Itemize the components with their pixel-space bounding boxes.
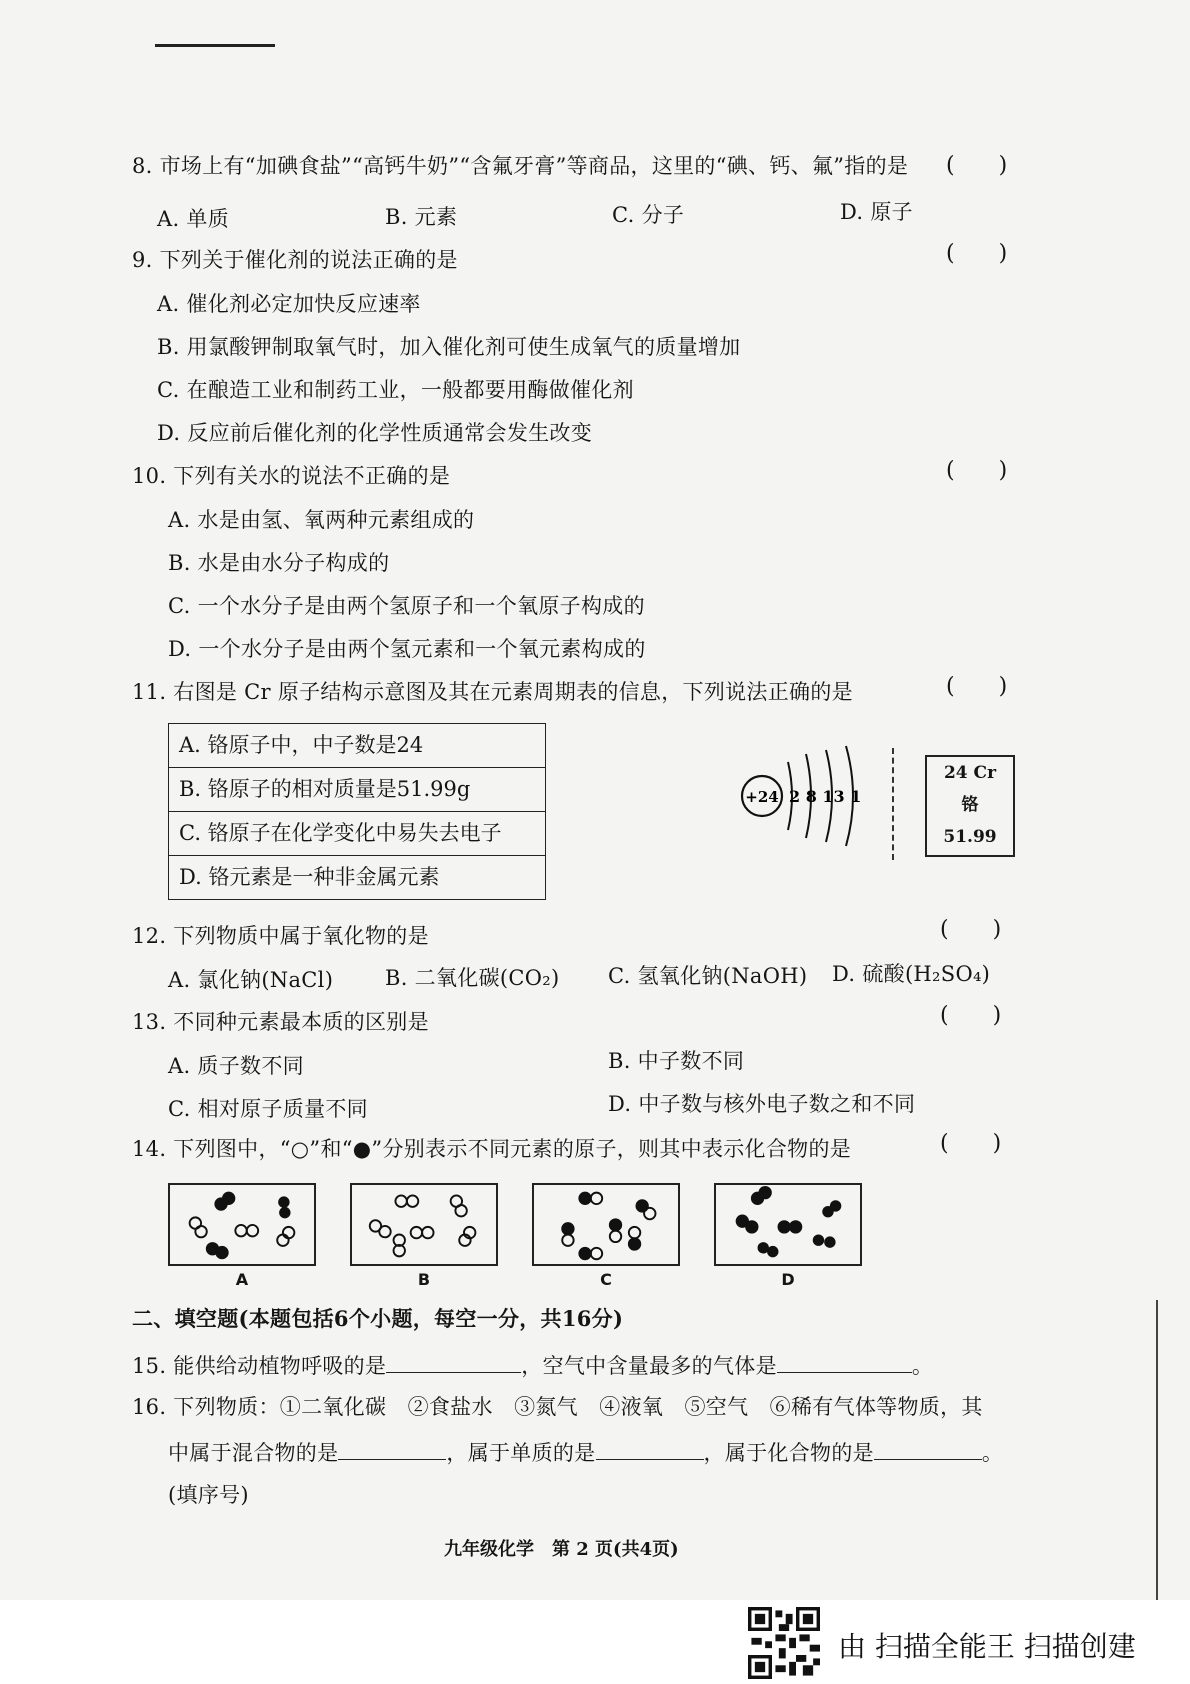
q16-text-3: ，属于化合物的是: [703, 1441, 874, 1465]
q10-option-b: B. 水是由水分子构成的: [168, 551, 390, 575]
molecule-box-b: [350, 1183, 498, 1266]
qr-code-icon: [748, 1607, 820, 1679]
q8-answer-paren: ( ): [946, 153, 1008, 178]
q16-text-4: 。: [981, 1441, 1004, 1465]
periodic-table-cell: [925, 755, 1015, 857]
q11-option-a: A. 铬原子中，中子数是24: [168, 723, 546, 768]
molecule-box-c: [532, 1183, 680, 1266]
q16-blank-3[interactable]: [874, 1437, 982, 1460]
molecule-box-a: [168, 1183, 316, 1266]
q12-option-c: C. 氢氧化钠(NaOH): [608, 964, 808, 988]
q9-option-c: C. 在酿造工业和制药工业，一般都要用酶做催化剂: [157, 378, 634, 402]
q11-option-b: B. 铬原子的相对质量是51.99g: [168, 767, 546, 812]
q8-option-d: D. 原子: [840, 200, 913, 224]
q13-option-a: A. 质子数不同: [168, 1054, 304, 1078]
element-mass: 51.99: [943, 827, 997, 847]
q11-option-d: D. 铬元素是一种非金属元素: [168, 855, 546, 900]
scanner-watermark-text: 由 扫描全能王 扫描创建: [838, 1630, 1136, 1663]
q8-option-b: B. 元素: [385, 205, 458, 229]
scan-edge: [1156, 1300, 1158, 1600]
section-2-title: 二、填空题(本题包括6个小题，每空一分，共16分): [132, 1306, 624, 1331]
q13-answer-paren: ( ): [940, 1003, 1002, 1028]
q12-option-d: D. 硫酸(H₂SO₄): [832, 962, 991, 986]
q11-answer-paren: ( ): [946, 674, 1008, 699]
q16-blank-2[interactable]: [596, 1437, 704, 1460]
q15-blank-1[interactable]: [386, 1350, 521, 1373]
q10-option-a: A. 水是由氢、氧两种元素组成的: [168, 508, 475, 532]
q13-option-b: B. 中子数不同: [608, 1049, 745, 1073]
q11-stem: 11. 右图是 Cr 原子结构示意图及其在元素周期表的信息，下列说法正确的是: [132, 680, 853, 704]
q16-text-1: 中属于混合物的是: [168, 1441, 339, 1465]
q10-answer-paren: ( ): [946, 458, 1008, 483]
q9-option-d: D. 反应前后催化剂的化学性质通常会发生改变: [157, 421, 593, 445]
q15-text-3: 。: [911, 1354, 934, 1378]
figure-divider: [892, 748, 894, 860]
molecule-box-d: [714, 1183, 862, 1266]
element-name: 铬: [961, 795, 979, 815]
atom-nucleus-label: +24: [745, 788, 779, 806]
q13-option-c: C. 相对原子质量不同: [168, 1097, 368, 1121]
q9-option-a: A. 催化剂必定加快反应速率: [157, 292, 421, 316]
element-number-symbol: 24 Cr: [943, 763, 997, 783]
q15-text-1: 15. 能供给动植物呼吸的是: [132, 1354, 387, 1378]
q10-option-c: C. 一个水分子是由两个氢原子和一个氧原子构成的: [168, 594, 645, 618]
top-rule: [155, 44, 275, 47]
q10-option-d: D. 一个水分子是由两个氢元素和一个氧元素构成的: [168, 637, 646, 661]
atom-shell-electrons: 2 8 13 1: [789, 787, 862, 806]
cr-atom-structure-diagram: [730, 740, 870, 850]
q16-stem: 16. 下列物质：①二氧化碳 ②食盐水 ③氮气 ④液氧 ⑤空气 ⑥稀有气体等物质，其: [132, 1395, 983, 1419]
molecule-label-c: C: [600, 1270, 612, 1289]
q10-stem: 10. 下列有关水的说法不正确的是: [132, 464, 451, 488]
q8-option-a: A. 单质: [157, 207, 230, 231]
q9-stem: 9. 下列关于催化剂的说法正确的是: [132, 248, 458, 272]
q16-text-2: ，属于单质的是: [446, 1441, 596, 1465]
q12-stem: 12. 下列物质中属于氧化物的是: [132, 924, 429, 948]
q12-option-a: A. 氯化钠(NaCl): [168, 968, 334, 992]
q15-text-2: ，空气中含量最多的气体是: [521, 1354, 777, 1378]
q16-blank-1[interactable]: [338, 1437, 446, 1460]
q16-line-2: [168, 1437, 1003, 1467]
molecule-label-b: B: [417, 1270, 431, 1289]
page-footer: 九年级化学 第 2 页(共4页): [444, 1539, 679, 1560]
q15-line: [132, 1350, 933, 1380]
q14-answer-paren: ( ): [940, 1131, 1002, 1156]
q12-answer-paren: ( ): [940, 917, 1002, 942]
molecule-label-a: A: [235, 1270, 249, 1289]
q8-option-c: C. 分子: [612, 203, 685, 227]
q15-blank-2[interactable]: [777, 1350, 912, 1373]
q16-note: (填序号): [168, 1483, 249, 1507]
q9-answer-paren: ( ): [946, 241, 1008, 266]
q8-stem: 8. 市场上有“加碘食盐”“高钙牛奶”“含氟牙膏”等商品，这里的“碘、钙、氟”指的是: [132, 154, 909, 178]
q12-option-b: B. 二氧化碳(CO₂): [385, 966, 560, 990]
q13-stem: 13. 不同种元素最本质的区别是: [132, 1010, 429, 1034]
q14-stem: 14. 下列图中，“○”和“●”分别表示不同元素的原子，则其中表示化合物的是: [132, 1137, 852, 1161]
q9-option-b: B. 用氯酸钾制取氧气时，加入催化剂可使生成氧气的质量增加: [157, 335, 741, 359]
q11-option-c: C. 铬原子在化学变化中易失去电子: [168, 811, 546, 856]
molecule-label-d: D: [781, 1270, 795, 1289]
q13-option-d: D. 中子数与核外电子数之和不同: [608, 1092, 916, 1116]
